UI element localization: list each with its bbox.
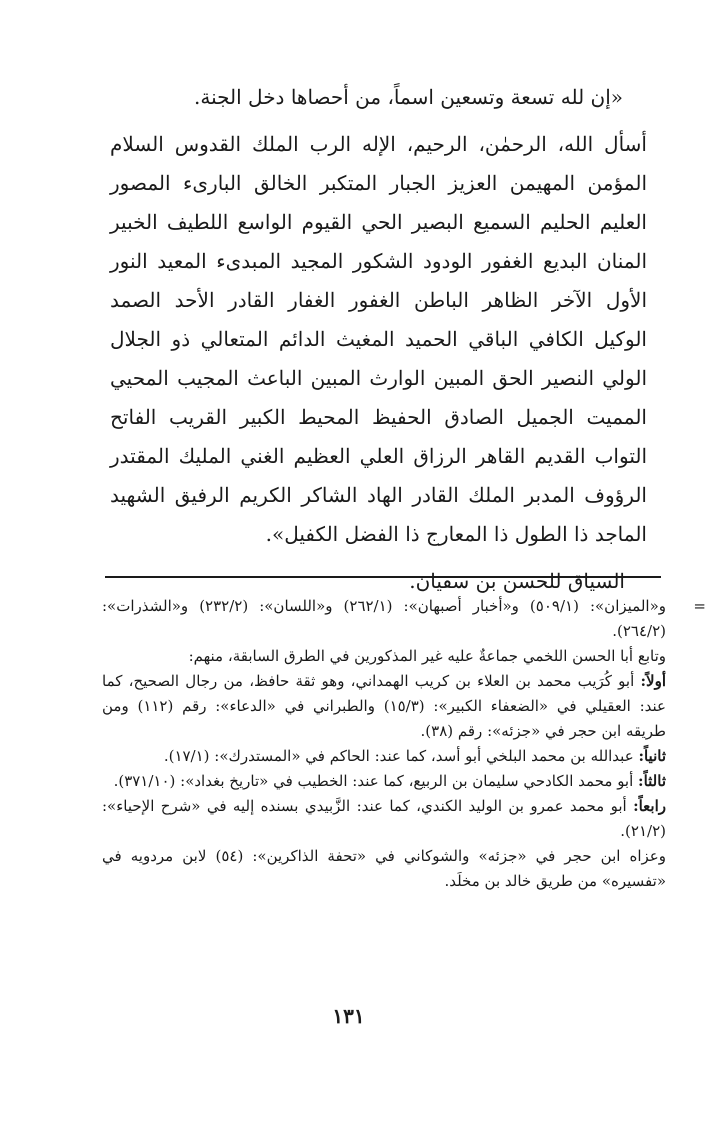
footnote-item-lead: أولاً: <box>640 672 666 690</box>
footnote-last: وعزاه ابن حجر في «جزئه» والشوكاني في «تحفة الذاكرين»: (٥٤) لابن مردويه في «تفسيره» من طريق خالد بن مخلَد. <box>102 847 666 890</box>
footnote-item-text: أبو محمد عمرو بن الوليد الكندي، كما عند: الزَّبيدي بسنده إليه في «شرح الإحياء»: (٢١/٢). <box>102 797 666 840</box>
hadith-opening: «إن لله تسعة وتسعين اسماً، من أحصاها دخل الجنة. <box>194 85 623 109</box>
footnote-item <box>102 669 666 744</box>
footnote-item <box>102 744 666 769</box>
main-text-block <box>110 78 665 601</box>
footnote-item <box>102 769 666 794</box>
footnote-item-text: أبو محمد الكادحي سليمان بن الربيع، كما عند: الخطيب في «تاريخ بغداد»: (٣٧١/١٠). <box>113 772 639 790</box>
footnote-first-text: و«الميزان»: (٥٠٩/١) و«أخبار أصبهان»: (٢٦٢/١) و«اللسان»: (٢٣٢/٢) و«الشذرات»: (٢٦٤/٢). <box>102 597 666 640</box>
sanad-note: السياق للحسن بن سفيان. <box>409 569 625 593</box>
footnote-item <box>102 794 666 844</box>
footnote-item-lead: رابعاً: <box>633 797 666 815</box>
footnote-item-lead: ثانياً: <box>638 747 666 765</box>
footnote-continuation <box>102 594 706 644</box>
footnote-divider <box>105 576 661 578</box>
continuation-mark: = <box>693 597 706 615</box>
footnotes-block <box>102 594 706 894</box>
footnote-item-lead: ثالثاً: <box>638 772 666 790</box>
page-number: ١٣١ <box>332 1004 365 1028</box>
footnote-item-text: عبدالله بن محمد البلخي أبو أسد، كما عند: الحاكم في «المستدرك»: (١٧/١). <box>163 747 639 765</box>
footnote-item-text: أبو كُرَيب محمد بن العلاء بن كريب الهمداني، وهو ثقة حافظ، من رجال الصحيح، كما عند: العقيلي في «الضعفاء الكبير»: (١٥/٣) والطبراني في «الدعاء»: رقم (١١٢) ومن طريقه ابن حجر في «جزئه»: رقم (٣٨). <box>102 672 666 740</box>
footnote-intro: وتابع أبا الحسن اللخمي جماعةٌ عليه غير المذكورين في الطرق السابقة، منهم: <box>188 647 666 665</box>
divine-names-paragraph: أسأل الله، الرحمٰن، الرحيم، الإله الرب الملك القدوس السلام المؤمن المهيمن العزيز الجبار المتكبر الخالق البارىء المصور العليم الحليم السميع البصير الحي القيوم الواسع اللطيف الخبير المنان البديع الغفور الودود الشكور المجيد المبدىء المعيد النور الأول الآخر الظاهر الباطن الغفور الغفار القادر الأحد الصمد الوكيل الكافي الباقي الحميد المغيث الدائم المتعالي ذو الجلال الولي النصير الحق المبين الوارث المبين الباعث المجيب المحيي المميت الجميل الصادق الحفيظ المحيط الكبير القريب الفاتح التواب القديم القاهر الرزاق العلي العظيم الغني المليك المقتدر الرؤوف المدبر الملك القادر الهاد الشاكر الكريم الرفيق الشهيد الماجد ذا الطول ذا المعارج ذا الفضل الكفيل». <box>110 132 647 546</box>
